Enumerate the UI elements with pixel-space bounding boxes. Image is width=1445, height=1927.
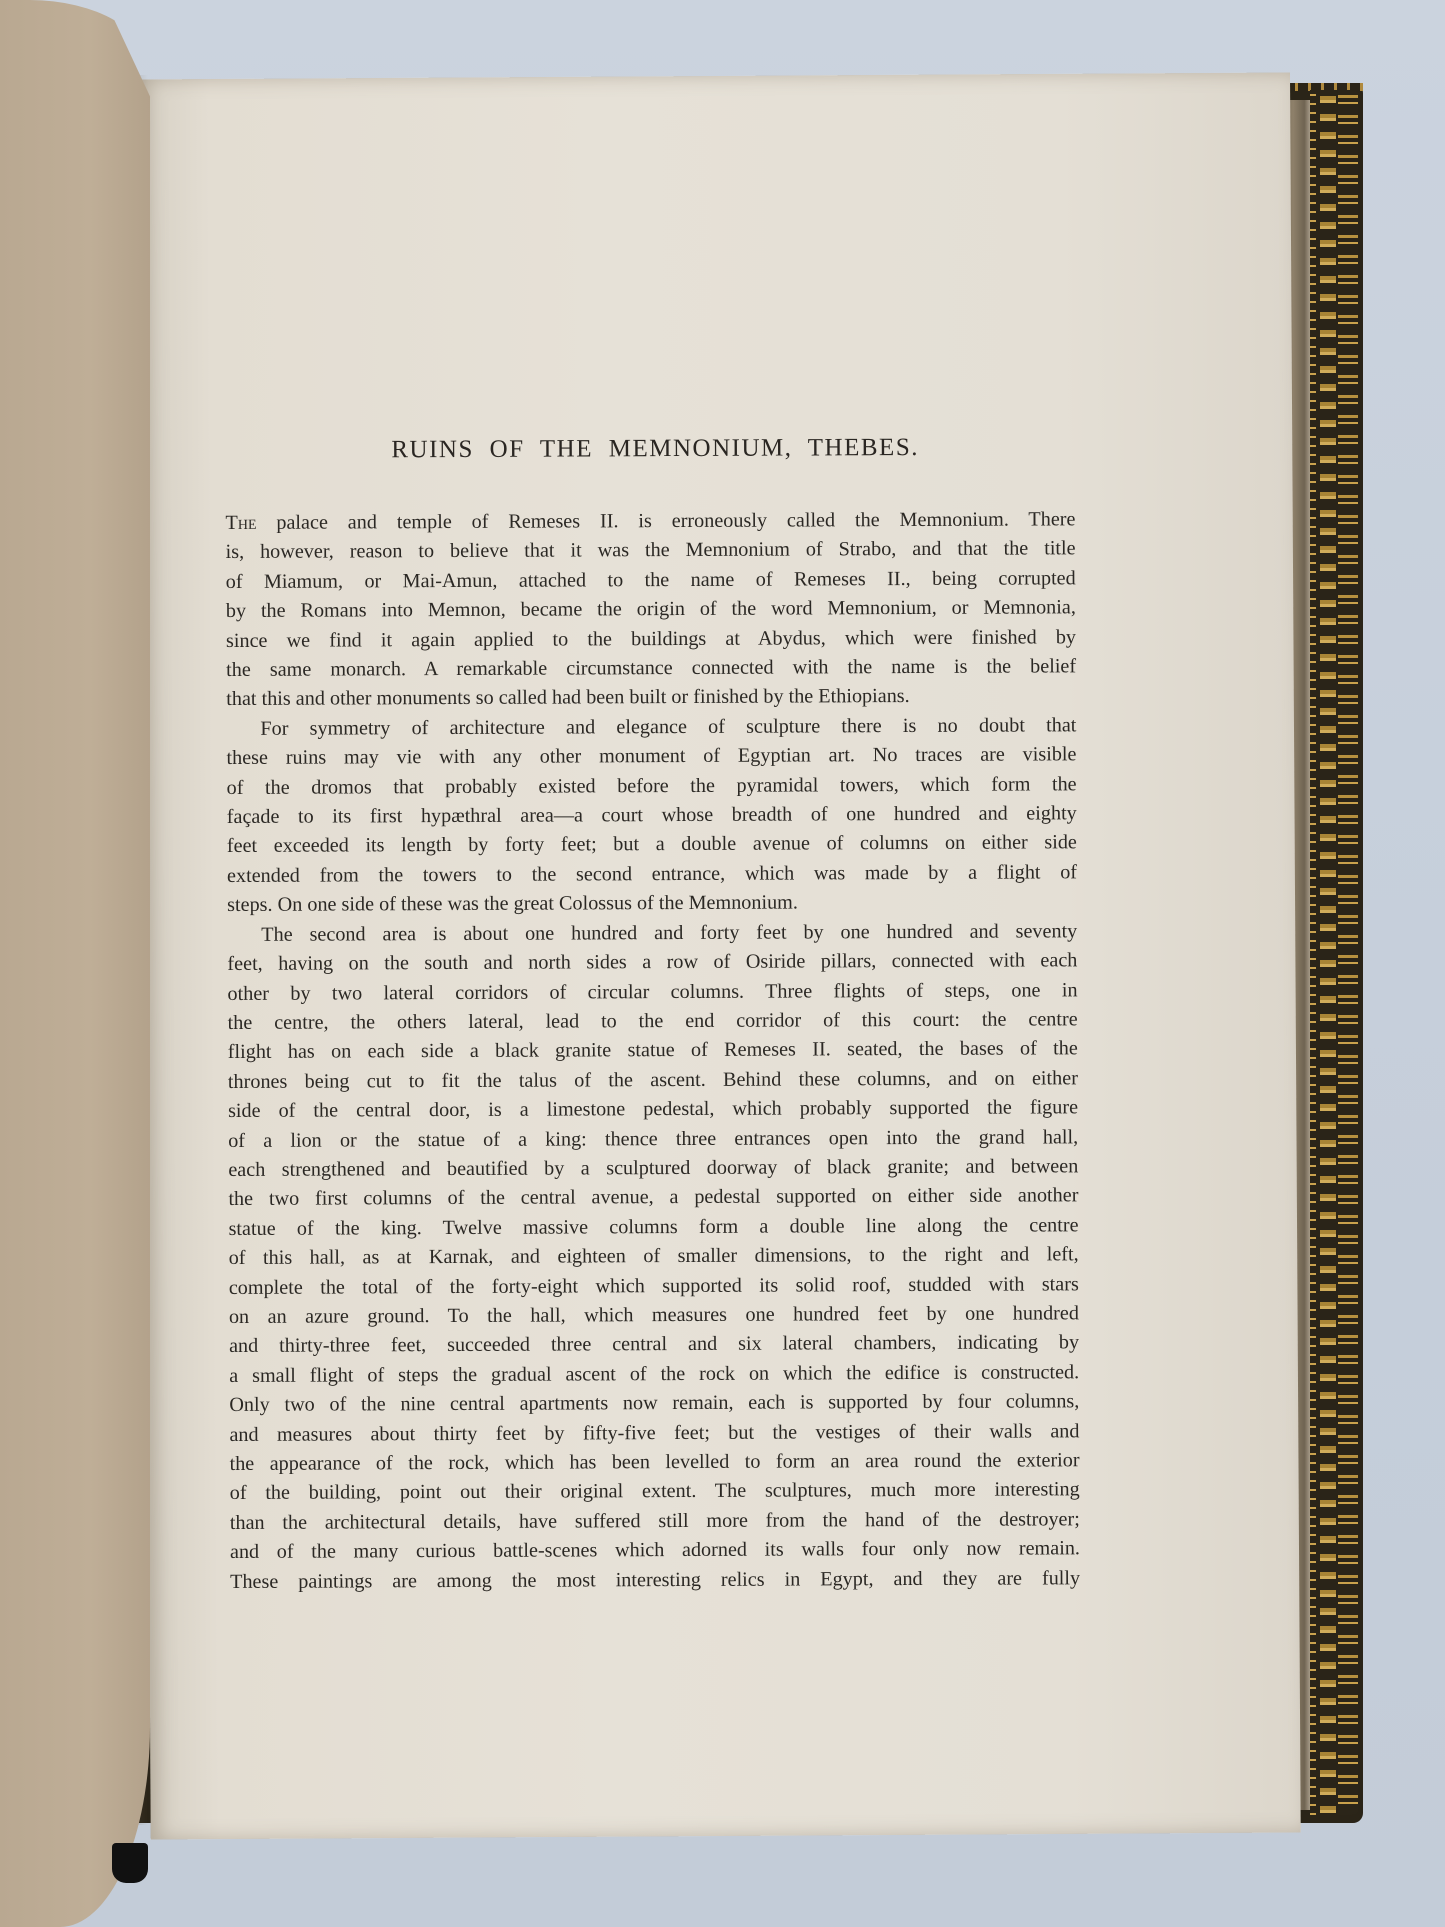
paragraph-1 <box>225 505 1076 715</box>
text-line: each strengthened and beautified by a sculptured doorway of black granite; and between <box>228 1155 1079 1181</box>
text-line: since we find it again applied to the buildings at Abydus, which were finished by <box>225 625 1077 652</box>
page-content <box>225 411 1080 1597</box>
text-line: of this hall, as at Karnak, and eighteen of smaller dimensions, to the right and left, <box>228 1243 1079 1270</box>
paragraph-2 <box>226 711 1077 921</box>
text-line: The second area is about one hundred and forty feet by one hundred and seventy <box>261 919 1078 946</box>
text-line: of a lion or the statue of a king: thence three entrances open into the grand hall, <box>228 1125 1079 1152</box>
text-line: other by two lateral corridors of circular columns. Three flights of steps, one in <box>227 978 1078 1005</box>
text-line: feet exceeded its length by forty feet; but a double avenue of columns on either side <box>226 831 1077 858</box>
gilt-border-right <box>1310 90 1360 1815</box>
text-line-content: palace and temple of Remeses II. is erroneously called the Memnonium. There <box>256 508 1076 534</box>
text-line: statue of the king. Twelve massive columns form a double line along the centre <box>228 1214 1079 1240</box>
text-line <box>225 505 1075 538</box>
text-line: is, however, reason to believe that it was the Memnonium of Strabo, and that the title <box>225 537 1076 564</box>
text-line: extended from the towers to the second entrance, which was made by a flight of <box>226 861 1078 887</box>
text-line: the centre, the others lateral, lead to the end corridor of this court: the centre <box>227 1008 1078 1034</box>
text-line: thrones being cut to fit the talus of the ascent. Behind these columns, and on either <box>227 1067 1078 1093</box>
page-title: RUINS OF THE MEMNONIUM, THEBES. <box>391 433 920 464</box>
text-line: by the Romans into Memnon, became the origin of the word Memnonium, or Memnonia, <box>225 596 1076 623</box>
text-line: façade to its first hypæthral area—a court whose breadth of one hundred and eighty <box>226 802 1077 829</box>
text-line: on an azure ground. To the hall, which measures one hundred feet by one hundred <box>228 1302 1079 1328</box>
text-line: and thirty-three feet, succeeded three central and six lateral chambers, indicating by <box>229 1331 1080 1358</box>
text-line: of the building, point out their original extent. The sculptures, much more interesting <box>229 1478 1080 1505</box>
text-line: of Miamum, or Mai-Amun, attached to the name of Remeses II., being corrupted <box>225 567 1076 593</box>
text-line: these ruins may vie with any other monument of Egyptian art. No traces are visible <box>226 743 1077 770</box>
text-line: flight has on each side a black granite statue of Remeses II. seated, the bases of the <box>227 1037 1078 1064</box>
facing-page-left <box>0 0 150 1927</box>
text-line: of the dromos that probably existed before the pyramidal towers, which form the <box>226 772 1077 799</box>
text-line: For symmetry of architecture and elegance of sculpture there is no doubt that <box>260 714 1077 740</box>
text-line: Only two of the nine central apartments now remain, each is supported by four columns, <box>229 1390 1080 1417</box>
text-line: than the architectural details, have suffered still more from the hand of the destroyer; <box>229 1508 1080 1534</box>
text-line: a small flight of steps the gradual ascent of the rock on which the edifice is constructed. <box>229 1361 1080 1387</box>
text-line: complete the total of the forty-eight which supported its solid roof, studded with stars <box>228 1272 1079 1299</box>
text-line: These paintings are among the most interesting relics in Egypt, and they are fully <box>230 1566 1081 1593</box>
text-line: that this and other monuments so called had been built or finished by the Ethiopians. <box>226 685 910 711</box>
paragraph-3 <box>227 917 1080 1597</box>
text-line: the two first columns of the central avenue, a pedestal supported on either side another <box>228 1184 1079 1211</box>
text-line: the appearance of the rock, which has been levelled to form an area round the exterior <box>229 1449 1080 1475</box>
text-line: and measures about thirty feet by fifty-five feet; but the vestiges of their walls and <box>229 1419 1080 1446</box>
text-line: the same monarch. A remarkable circumstance connected with the name is the belief <box>226 655 1077 682</box>
bookmark-ribbon <box>112 1843 148 1883</box>
text-line: steps. On one side of these was the great Colossus of the Memnonium. <box>227 891 798 917</box>
text-line: feet, having on the south and north sides a row of Osiride pillars, connected with each <box>227 949 1078 976</box>
text-line: side of the central door, is a limestone pedestal, which probably supported the figure <box>227 1096 1079 1123</box>
text-line: and of the many curious battle-scenes which adorned its walls four only now remain. <box>229 1537 1081 1564</box>
drop-smallcaps-lead: The <box>225 511 257 534</box>
